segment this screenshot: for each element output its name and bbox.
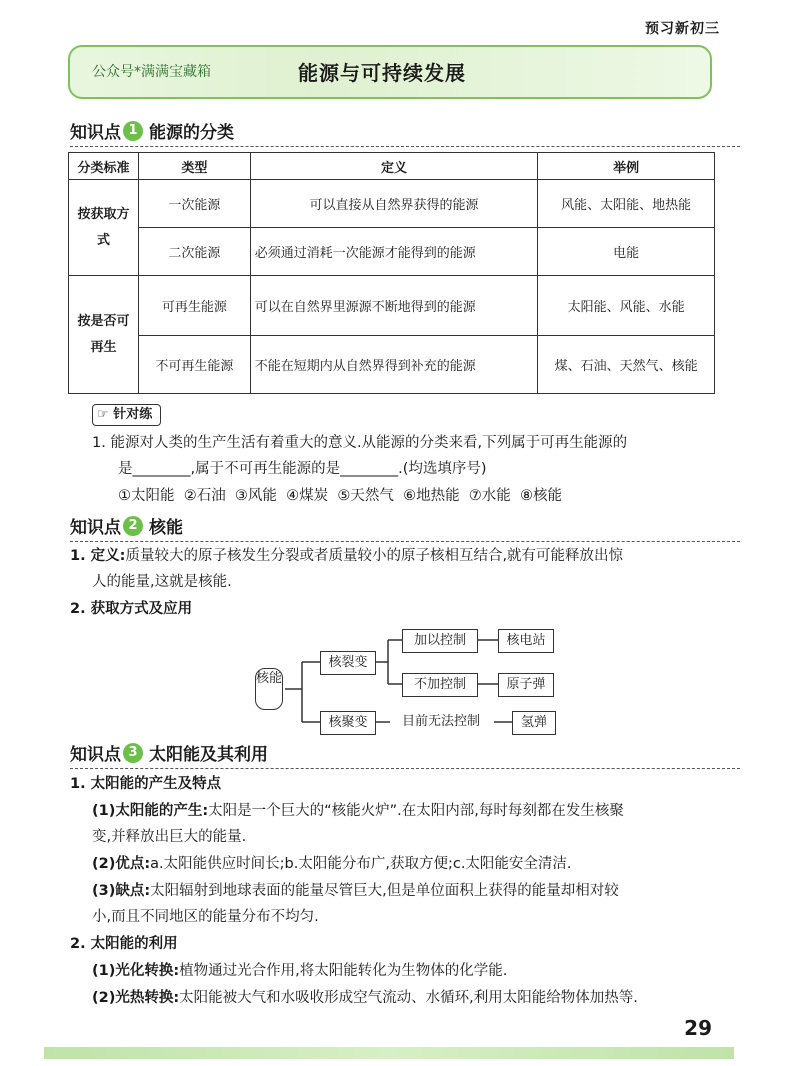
kp2-heading [70,513,740,542]
nuclear-fission-box: 核裂变 [320,651,376,675]
energy-type: 二次能源 [138,228,250,276]
brand-text: 公众号*满满宝藏箱 [92,64,211,80]
classification-standard: 按是否可再生 [69,276,139,394]
question-1-line-1: 1. 能源对人类的生产生活有着重大的意义.从能源的分类来看,下列属于可再生能源的 [92,435,628,451]
solar-disadvantages-text: 太阳辐射到地球表面的能量尽管巨大,但是单位面积上获得的能量却相对较 [150,883,619,899]
kp1-heading [70,118,740,147]
energy-classification-table [68,152,715,394]
question-1-options: ①太阳能 ②石油 ③风能 ④煤炭 ⑤天然气 ⑥地热能 ⑦水能 ⑧核能 [118,488,563,504]
nuclear-energy-diagram [250,620,570,740]
solar-origin-line-2: 变,并释放出巨大的能量. [92,829,247,845]
page-title: 能源与可持续发展 [298,61,466,85]
kp2-title: 核能 [149,518,183,538]
practice-label: 针对练 [113,407,153,422]
energy-type: 可再生能源 [138,276,250,336]
photochemical-text: 植物通过光合作用,将太阳能转化为生物体的化学能. [179,963,508,979]
energy-definition: 可以在自然界里源源不断地得到的能源 [250,276,538,336]
energy-example: 电能 [538,228,715,276]
title-bar [68,45,712,99]
kp1-number-badge: 1 [123,121,143,141]
table-header: 举例 [538,153,715,180]
cannot-control-label: 目前无法控制 [401,714,480,729]
photothermal-text: 太阳能被大气和水吸收形成空气流动、水循环,利用太阳能给物体加热等. [179,990,638,1006]
kp3-number-badge: 3 [123,743,143,763]
solar-subheading-1: 1. 太阳能的产生及特点 [70,776,222,792]
nuclear-fusion-box: 核聚变 [320,711,376,735]
uncontrolled-box: 不加控制 [402,673,478,697]
kp3-prefix: 知识点 [70,745,121,765]
photothermal-conversion [92,987,742,1009]
photothermal-label: (2)光热转换: [92,990,180,1006]
hydrogen-bomb-box: 氢弹 [512,711,556,735]
solar-origin-line-1 [92,800,732,822]
solar-origin-text: 太阳是一个巨大的“核能火炉”.在太阳内部,每时每刻都在发生核聚 [208,803,624,819]
kp2-prefix: 知识点 [70,518,121,538]
photochemical-label: (1)光化转换: [92,963,180,979]
classification-standard: 按获取方式 [69,180,139,276]
table-header-row [69,153,715,180]
nuclear-definition-line-1 [70,545,740,567]
energy-example: 太阳能、风能、水能 [538,276,715,336]
table-row [69,276,715,336]
solar-disadvantages-label: (3)缺点: [92,883,151,899]
pointing-hand-icon: ☞ [97,407,109,422]
solar-disadvantages-line-1 [92,880,732,902]
energy-type: 一次能源 [138,180,250,228]
energy-definition: 必须通过消耗一次能源才能得到的能源 [250,228,538,276]
solar-subheading-2: 2. 太阳能的利用 [70,936,178,952]
question-1-line-2: 是________,属于不可再生能源的是________.(均选填序号) [118,461,487,477]
energy-example: 风能、太阳能、地热能 [538,180,715,228]
solar-disadvantages-line-2: 小,而且不同地区的能量分布不均匀. [92,909,319,925]
energy-type: 不可再生能源 [138,336,250,394]
kp3-title: 太阳能及其利用 [149,745,268,765]
table-header: 类型 [138,153,250,180]
energy-example: 煤、石油、天然气、核能 [538,336,715,394]
practice-tag [92,404,161,426]
solar-origin-label: (1)太阳能的产生: [92,803,209,819]
solar-advantages-label: (2)优点: [92,856,151,872]
kp1-prefix: 知识点 [70,123,121,143]
solar-advantages [92,853,732,875]
controlled-box: 加以控制 [402,629,478,653]
nuclear-subheading-2: 2. 获取方式及应用 [70,601,193,617]
kp2-number-badge: 2 [123,516,143,536]
solar-advantages-text: a.太阳能供应时间长;b.太阳能分布广,获取方便;c.太阳能安全清洁. [150,856,572,872]
photochemical-conversion [92,960,732,982]
kp1-title: 能源的分类 [149,123,234,143]
page-number: 29 [684,1016,712,1040]
table-header: 分类标准 [69,153,139,180]
grade-label: 预习新初三 [645,21,720,37]
kp3-heading [70,740,740,769]
atomic-bomb-box: 原子弹 [498,673,554,697]
nuclear-definition-line-2: 人的能量,这就是核能. [92,574,232,590]
nuclear-definition-text: 质量较大的原子核发生分裂或者质量较小的原子核相互结合,就有可能释放出惊 [125,548,624,564]
nuclear-plant-box: 核电站 [498,629,554,653]
nuclear-definition-label: 1. 定义: [70,548,126,564]
table-header: 定义 [250,153,538,180]
energy-definition: 不能在短期内从自然界得到补充的能源 [250,336,538,394]
table-row [69,336,715,394]
table-row [69,180,715,228]
bottom-decoration-bar [44,1047,734,1059]
energy-definition: 可以直接从自然界获得的能源 [250,180,538,228]
table-row [69,228,715,276]
nuclear-energy-root-box: 核能 [255,668,283,710]
